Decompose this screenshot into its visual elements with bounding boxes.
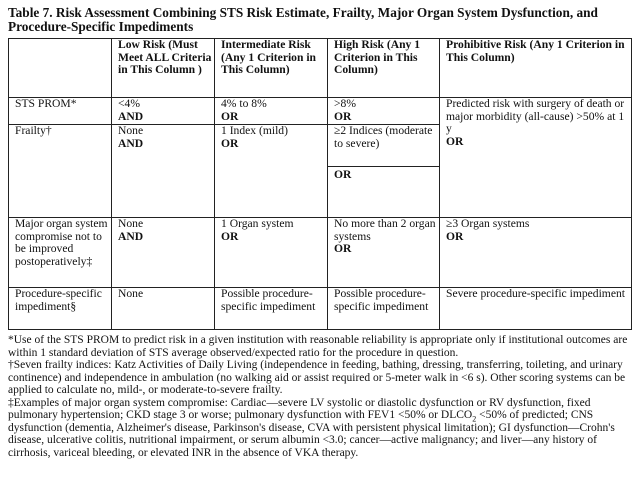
conjunction-and: AND [118, 109, 144, 123]
footnote-organ-part-b: <50% of predicted; CNS dysfunction (dementia, Alzheimer's disease, Parkinson's disease, CVA with persistent physical limitation); GI dysfunction—Crohn's disease, ulcerative colitis, nutritional impairment, or serum albumin <3.0; cancer—active malignancy; and liver—any history of cirrhosis, variceal bleeding, or elevated INR in the absence of VKA therapy. [8, 409, 615, 459]
header-high-risk: High Risk (Any 1 Criterion in This Column) [328, 39, 440, 98]
conjunction-or: OR [221, 109, 239, 123]
cell-organ-high [328, 218, 440, 288]
cell-organ-intermediate [215, 218, 328, 288]
footnote-organ-subscript: 2 [472, 414, 477, 424]
cell-procedure-prohibitive: Severe procedure-specific impediment [440, 288, 632, 330]
conjunction-or: OR [221, 136, 239, 150]
table-row-sts [9, 98, 632, 125]
conjunction-and: AND [118, 136, 144, 150]
footnote-organ [8, 397, 632, 460]
footnotes [8, 334, 632, 459]
risk-assessment-table [8, 38, 632, 330]
table-row-organ [9, 218, 632, 288]
row-label-procedure: Procedure-specific impediment§ [9, 288, 112, 330]
cell-organ-prohibitive [440, 218, 632, 288]
cell-text: <4% [118, 97, 140, 110]
conjunction-or: OR [334, 168, 352, 181]
cell-frailty-low [112, 125, 215, 218]
cell-organ-low [112, 218, 215, 288]
cell-text: Predicted risk with surgery of death or major morbidity (all-cause) >50% at 1 y [446, 97, 625, 136]
cell-text: ≥3 Organ systems [446, 217, 530, 230]
conjunction-or: OR [221, 229, 239, 243]
cell-text: 1 Index (mild) [221, 124, 288, 137]
cell-frailty-high-bottom [328, 167, 439, 182]
conjunction-and: AND [118, 229, 144, 243]
cell-frailty-high [328, 125, 440, 218]
cell-procedure-high: Possible procedure-specific impediment [328, 288, 440, 330]
header-row [9, 39, 632, 98]
cell-procedure-low: None [112, 288, 215, 330]
footnote-sts: *Use of the STS PROM to predict risk in a given institution with reasonable reliability is appropriate only if institutional outcomes are within 1 standard deviation of STS average observed/expected ratio for the procedure in question. [8, 334, 628, 359]
conjunction-or: OR [446, 229, 464, 243]
cell-sts-intermediate [215, 98, 328, 125]
cell-text: 4% to 8% [221, 97, 267, 110]
table-title: Table 7. Risk Assessment Combining STS Risk Estimate, Frailty, Major Organ System Dysfunction, and Procedure-Specific Impediments [8, 5, 598, 34]
cell-text: None [118, 124, 144, 137]
cell-sts-prohibitive [440, 98, 632, 218]
cell-frailty-high-top [328, 125, 439, 167]
cell-text: None [118, 217, 144, 230]
header-blank-cell [9, 39, 112, 98]
conjunction-or: OR [446, 134, 464, 148]
row-label-organ: Major organ system compromise not to be improved postoperatively‡ [9, 218, 112, 288]
table-row-procedure [9, 288, 632, 330]
footnote-organ-part-a: ‡Examples of major organ system compromise: Cardiac—severe LV systolic or diastolic dysfunction or RV dysfunction, fixed pulmonary hypertension; CKD stage 3 or worse; pulmonary dysfunction with FEV1 <50% or DLCO [8, 396, 591, 422]
header-low-risk: Low Risk (Must Meet ALL Criteria in This Column ) [112, 39, 215, 98]
row-label-frailty: Frailty† [9, 125, 112, 218]
conjunction-or: OR [334, 242, 352, 256]
cell-frailty-intermediate [215, 125, 328, 218]
cell-procedure-intermediate: Possible procedure-specific impediment [215, 288, 328, 330]
conjunction-or: OR [334, 109, 352, 123]
header-prohibitive-risk: Prohibitive Risk (Any 1 Criterion in This Column) [440, 39, 632, 98]
footnote-frailty: †Seven frailty indices: Katz Activities of Daily Living (independence in feeding, bathing, dressing, transferring, toileting, and urinary continence) and independence in ambulation (no walking aid or assist required or 5-meter walk in <6 s). Other scoring systems can be applied to calculate no, mild-, or moderate-to-severe frailty. [8, 359, 626, 397]
cell-sts-high [328, 98, 440, 125]
row-label-sts: STS PROM* [9, 98, 112, 125]
header-intermediate-risk: Intermediate Risk (Any 1 Criterion in This Column) [215, 39, 328, 98]
cell-text: 1 Organ system [221, 217, 294, 230]
cell-text: ≥2 Indices (moderate to severe) [334, 124, 433, 150]
cell-sts-low [112, 98, 215, 125]
cell-text: No more than 2 organ systems [334, 217, 436, 243]
cell-text: >8% [334, 97, 356, 110]
